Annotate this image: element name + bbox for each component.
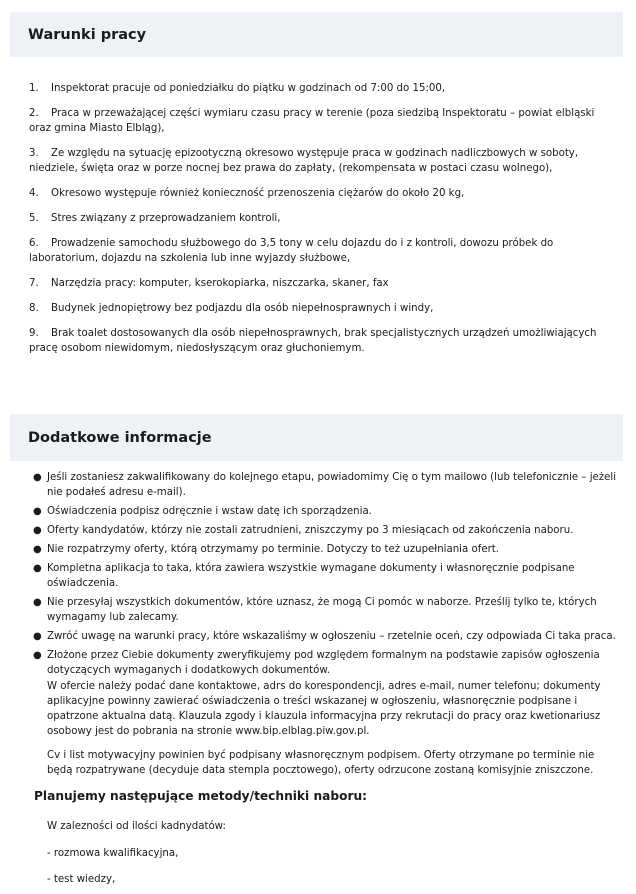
warunki-item: 1. Inspektorat pracuje od poniedziałku do piątku w godzinach od 7:00 do 15:00,	[29, 83, 446, 94]
dodatkowe-item: ● Oświadczenia podpisz odręcznie i wstaw datę ich sporządzenia.	[33, 506, 372, 517]
dodatkowe-item: ● Złożone przez Ciebie dokumenty zweryfikujemy pod względem formalnym na podstawie zapisów ogłoszenia dotyczących wymaganych i dodatkowych dokumentów.	[33, 650, 600, 676]
dodatkowe-paragraph-contact: W ofercie należy podać dane kontaktowe, adrs do korespondencji, adres e-mail, numer telefonu; dokumenty aplikacyjne powinny zawierać oświadczenia o treści wskazanej w ogłoszeniu, własnoręcznie podpisane i opatrzone aktualna datą. Klauzula zgody i klauzula informacyjna przy rekrutacji do pracy oraz kwetionariusz osobowy jest do pobrania na stronie www.bip.elblag.piw.gov.pl.	[47, 681, 601, 737]
dodatkowe-item: ● Nie rozpatrzymy oferty, którą otrzymamy po terminie. Dotyczy to też uzupełniania ofert.	[33, 544, 500, 555]
bullet-icon: ●	[33, 597, 42, 608]
warunki-item: 2. Praca w przeważającej części wymiaru czasu pracy w terenie (poza siedzibą Inspektoratu – powiat elbląski oraz gmina Miasto Elbląg),	[29, 108, 595, 134]
dodatkowe-list	[29, 470, 627, 682]
warunki-item: 6. Prowadzenie samochodu służbowego do 3,5 tony w celu dojazdu do i z kontroli, dowozu próbek do laboratorium, dojazdu na szkolenia lub inne wyjazdy służbowe,	[29, 238, 554, 264]
bullet-icon: ●	[33, 631, 42, 642]
methods-item: - rozmowa kwalifikacyjna,	[47, 848, 179, 859]
warunki-item: 4. Okresowo występuje również konieczność przenoszenia ciężarów do około 20 kg,	[29, 188, 465, 199]
dodatkowe-item: ● Nie przesyłaj wszystkich dokumentów, które uznasz, że mogą Ci pomóc w naborze. Prześlij tylko te, których wymagamy lub zalecamy.	[33, 597, 597, 623]
section-header-warunki	[10, 12, 623, 57]
warunki-item: 3. Ze względu na sytuację epizootyczną okresowo występuje praca w godzinach nadliczbowych w soboty, niedziele, święta oraz w porze nocnej bez prawa do zapłaty, (rekompensata w postaci czasu wolnego),	[29, 148, 579, 174]
dodatkowe-item: ● Oferty kandydatów, którzy nie zostali zatrudnieni, zniszczymy po 3 miesiącach od zakończenia naboru.	[33, 525, 574, 536]
methods-intro: W zalezności od ilości kadnydatów:	[47, 821, 226, 832]
warunki-list	[29, 81, 609, 366]
bullet-icon: ●	[33, 650, 42, 661]
dodatkowe-paragraph-cv: Cv i list motywacyjny powinien być podpisany własnoręcznym podpisem. Oferty otrzymane po terminie nie będą rozpatrywane (decyduje data stempla pocztowego), oferty odrzucone zostaną komisyjnie zniszczone.	[47, 750, 595, 776]
bullet-icon: ●	[33, 525, 42, 536]
section-title-warunki: Warunki pracy	[28, 26, 147, 43]
dodatkowe-item: ● Zwróć uwagę na warunki pracy, które wskazaliśmy w ogłoszeniu – rzetelnie oceń, czy odpowiada Ci taka praca.	[33, 631, 616, 642]
bullet-icon: ●	[33, 544, 42, 555]
methods-heading: Planujemy następujące metody/techniki naboru:	[34, 789, 368, 803]
dodatkowe-item: ● Kompletna aplikacja to taka, która zawiera wszystkie wymagane dokumenty i własnoręcznie podpisane oświadczenia.	[33, 563, 575, 589]
methods-item: - test wiedzy,	[47, 874, 116, 885]
dodatkowe-item: ● Jeśli zostaniesz zakwalifikowany do kolejnego etapu, powiadomimy Cię o tym mailowo (lub telefonicznie – jeżeli nie podałeś adresu e-mail).	[33, 472, 617, 498]
warunki-item: 9. Brak toalet dostosowanych dla osób niepełnosprawnych, brak specjalistycznych urządzeń umożliwiających pracę osobom niewidomym, niedosłyszącym oraz głuchoniemym.	[29, 328, 597, 354]
bullet-icon: ●	[33, 506, 42, 517]
section-title-dodatkowe: Dodatkowe informacje	[28, 429, 212, 446]
warunki-item: 7. Narzędzia pracy: komputer, kserokopiarka, niszczarka, skaner, fax	[29, 278, 389, 289]
warunki-item: 8. Budynek jednopiętrowy bez podjazdu dla osób niepełnosprawnych i windy,	[29, 303, 434, 314]
section-header-dodatkowe	[10, 414, 623, 461]
warunki-item: 5. Stres związany z przeprowadzaniem kontroli,	[29, 213, 281, 224]
bullet-icon: ●	[33, 472, 42, 483]
bullet-icon: ●	[33, 563, 42, 574]
